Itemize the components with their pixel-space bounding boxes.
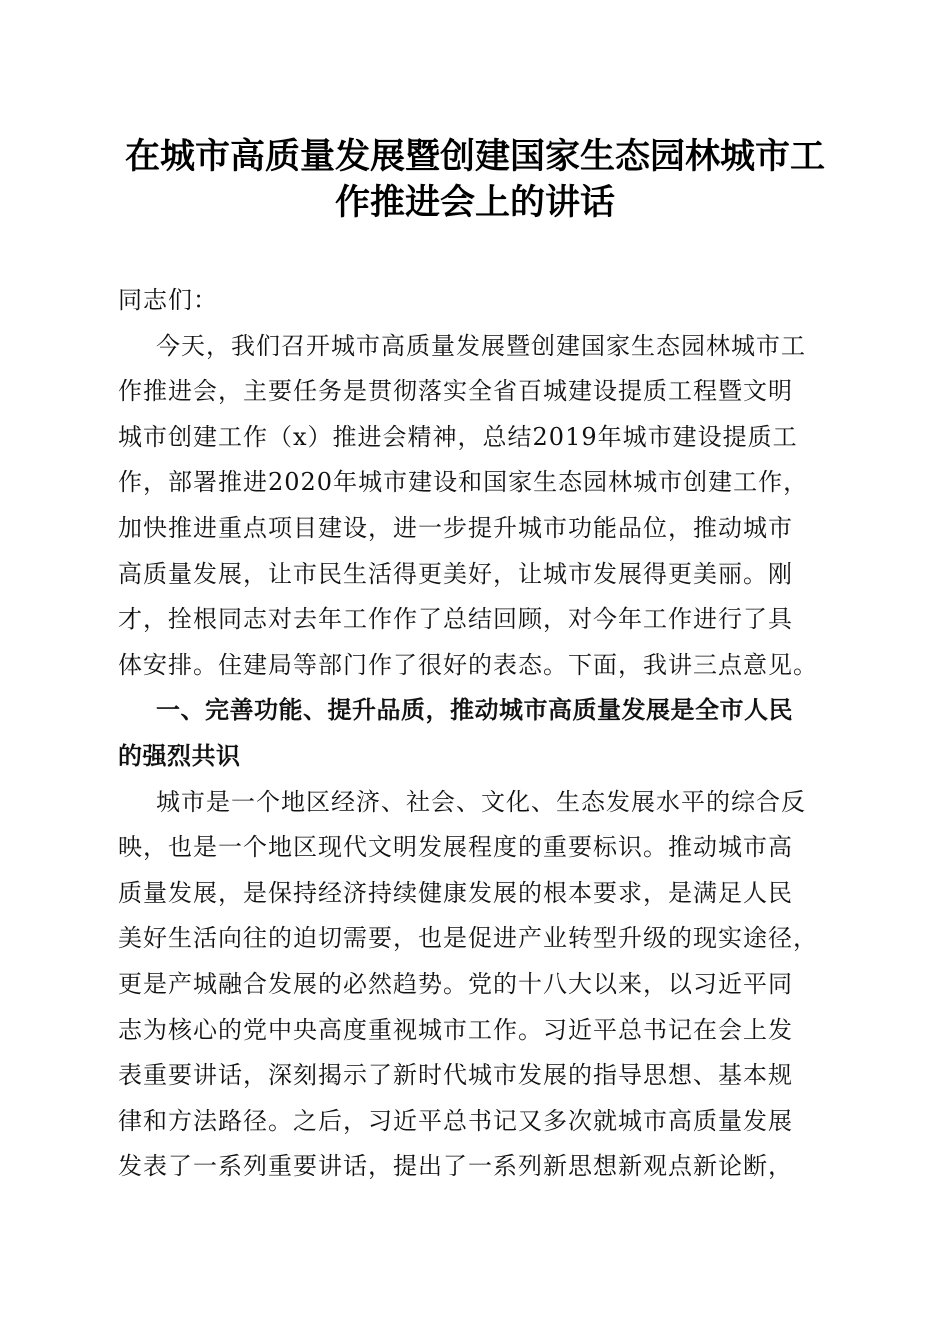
paragraph-line: 今天，我们召开城市高质量发展暨创建国家生态园林城市工 [156, 331, 806, 360]
paragraph-line: 质量发展，是保持经济持续健康发展的根本要求，是满足人民 [118, 878, 793, 907]
paragraph-line: 才，拴根同志对去年工作作了总结回顾，对今年工作进行了具 [118, 605, 793, 634]
paragraph-opening [118, 324, 834, 689]
title-line-1: 在城市高质量发展暨创建国家生态园林城市工 [124, 136, 825, 177]
paragraph-line: 志为核心的党中央高度重视城市工作。习近平总书记在会上发 [118, 1015, 793, 1044]
heading-line: 一、完善功能、提升品质，推动城市高质量发展是全市人民 [156, 696, 793, 725]
paragraph-line: 体安排。住建局等部门作了很好的表态。下面，我讲三点意见。 [118, 650, 818, 679]
paragraph-line: 美好生活向往的迫切需要，也是促进产业转型升级的现实途径， [118, 924, 818, 953]
heading-line: 的强烈共识 [118, 741, 241, 770]
paragraph-line: 作，部署推进2020年城市建设和国家生态园林城市创建工作， [118, 468, 809, 497]
paragraph-line: 城市是一个地区经济、社会、文化、生态发展水平的综合反 [156, 787, 806, 816]
paragraph-line: 律和方法路径。之后，习近平总书记又多次就城市高质量发展 [118, 1106, 793, 1135]
section-heading-1 [118, 688, 834, 779]
paragraph-line: 城市创建工作（x）推进会精神，总结2019年城市建设提质工 [118, 422, 798, 451]
salutation: 同志们： [118, 286, 218, 314]
paragraph-line: 发表了一系列重要讲话，提出了一系列新思想新观点新论断， [118, 1152, 793, 1181]
title-line-2: 作推进会上的讲话 [334, 182, 615, 223]
paragraph-section-1 [118, 780, 834, 1190]
document-body [118, 278, 834, 1190]
paragraph-line: 更是产城融合发展的必然趋势。党的十八大以来，以习近平同 [118, 969, 793, 998]
paragraph-line: 表重要讲话，深刻揭示了新时代城市发展的指导思想、基本规 [118, 1061, 793, 1090]
paragraph-line: 映，也是一个地区现代文明发展程度的重要标识。推动城市高 [118, 833, 793, 862]
paragraph-line: 作推进会，主要任务是贯彻落实全省百城建设提质工程暨文明 [118, 377, 793, 406]
document-title [110, 134, 840, 226]
paragraph-line: 高质量发展，让市民生活得更美好，让城市发展得更美丽。刚 [118, 559, 793, 588]
paragraph-line: 加快推进重点项目建设，进一步提升城市功能品位，推动城市 [118, 513, 793, 542]
